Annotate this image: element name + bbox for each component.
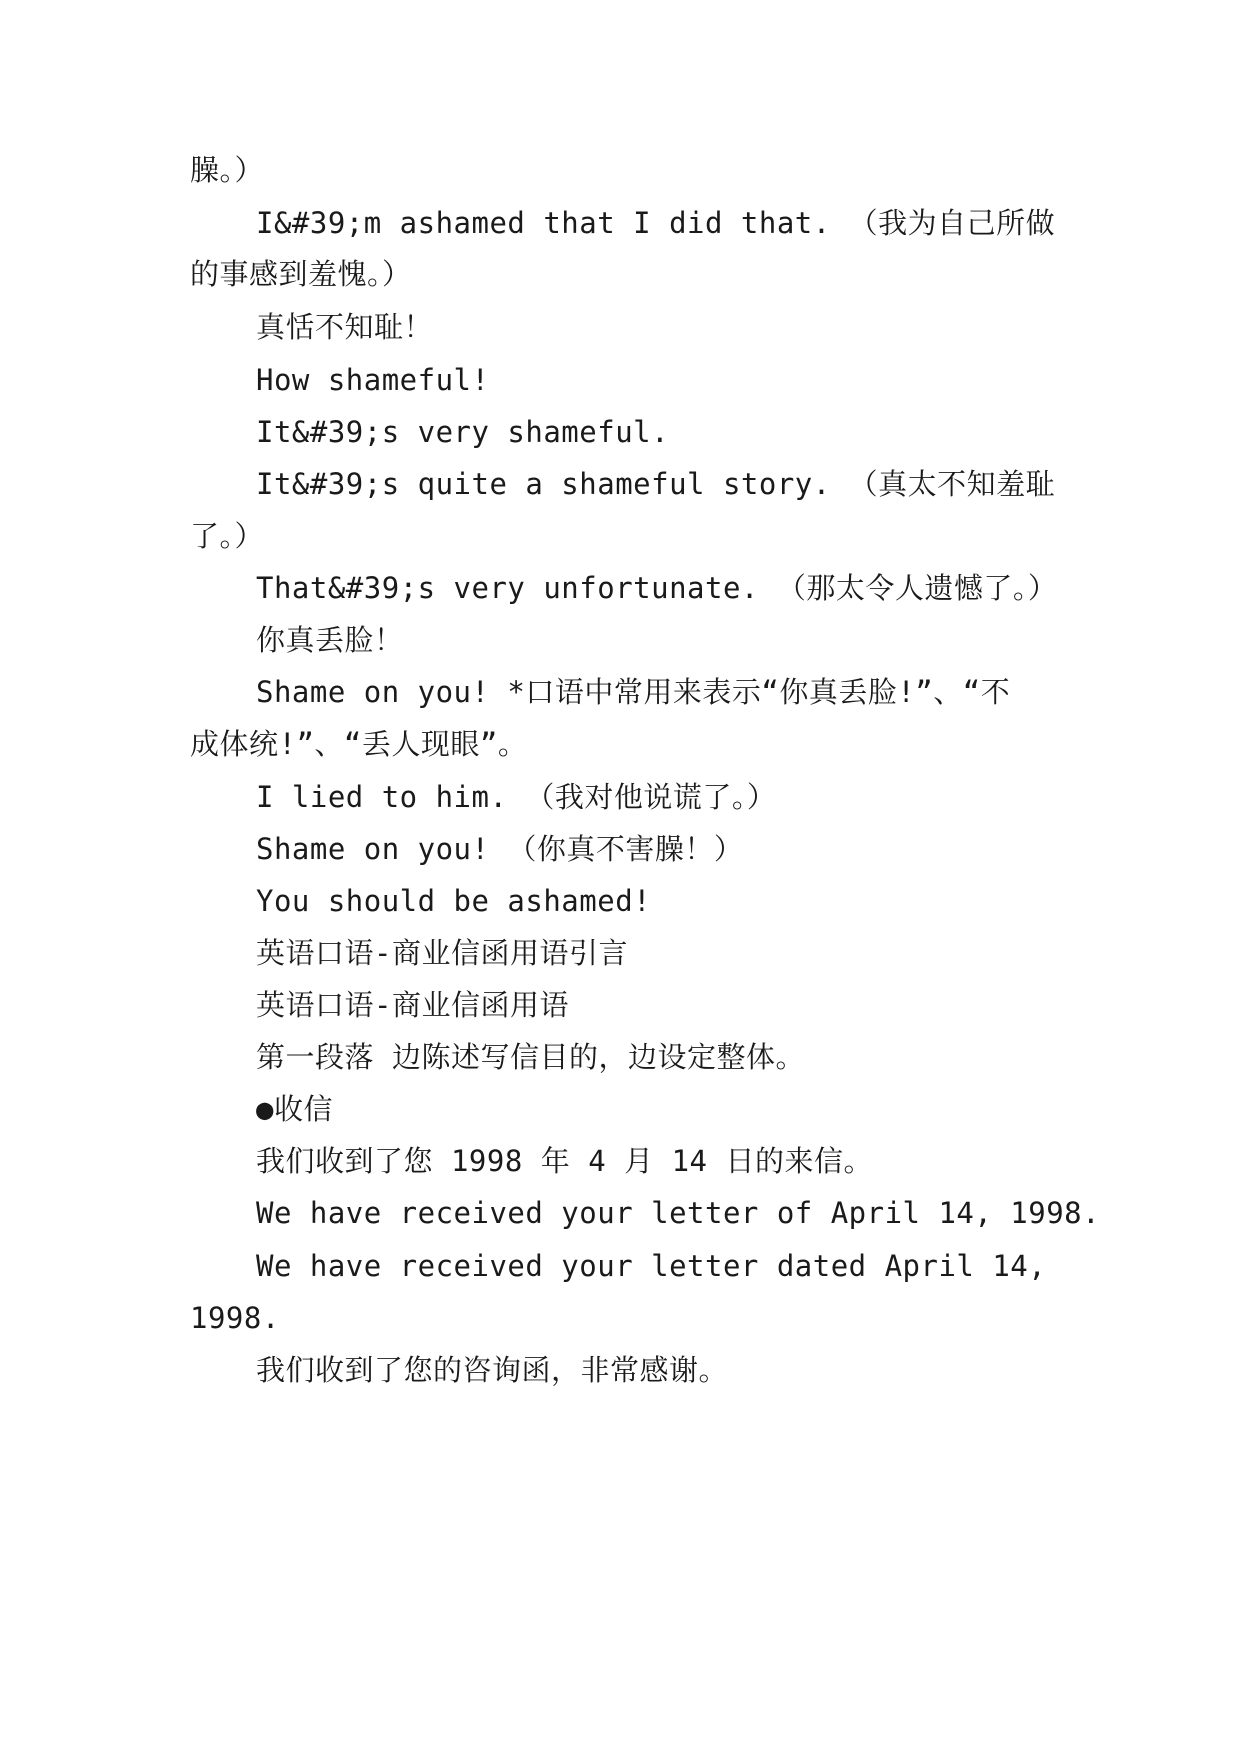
text-line: We have received your letter dated April 14, — [256, 1249, 1047, 1283]
text-line: How shameful! — [256, 363, 490, 397]
text-line: 臊。） — [190, 153, 265, 187]
text-line: I&#39;m ashamed that I did that. （我为自己所做 — [256, 206, 1056, 240]
text-line: 你真丢脸！ — [256, 623, 404, 657]
text-line: I lied to him. （我对他说谎了。） — [256, 780, 777, 814]
text-line: ●收信 — [256, 1092, 333, 1126]
text-line: 真恬不知耻！ — [256, 310, 434, 344]
text-line: 第一段落 边陈述写信目的，边设定整体。 — [256, 1040, 805, 1074]
text-line: You should be ashamed! — [256, 884, 652, 918]
text-line: 我们收到了您 1998 年 4 月 14 日的来信。 — [256, 1144, 873, 1178]
text-line: 了。） — [190, 519, 265, 553]
text-line: It&#39;s quite a shameful story. （真太不知羞耻 — [256, 467, 1056, 501]
text-line: Shame on you! *口语中常用来表示“你真丢脸!”、“不 — [256, 675, 1011, 709]
text-line: It&#39;s very shameful. — [256, 415, 670, 449]
text-line: 我们收到了您的咨询函，非常感谢。 — [256, 1353, 729, 1387]
text-line: That&#39;s very unfortunate. （那太令人遗憾了。） — [256, 571, 1058, 605]
text-line: 1998. — [190, 1301, 280, 1335]
text-line: 的事感到羞愧。） — [190, 257, 412, 291]
text-line: 成体统!”、“丢人现眼”。 — [190, 727, 528, 761]
text-line: Shame on you! （你真不害臊！） — [256, 832, 744, 866]
text-line: We have received your letter of April 14, 1998. — [256, 1196, 1101, 1230]
text-line: 英语口语-商业信函用语 — [256, 988, 569, 1022]
text-line: 英语口语-商业信函用语引言 — [256, 936, 628, 970]
